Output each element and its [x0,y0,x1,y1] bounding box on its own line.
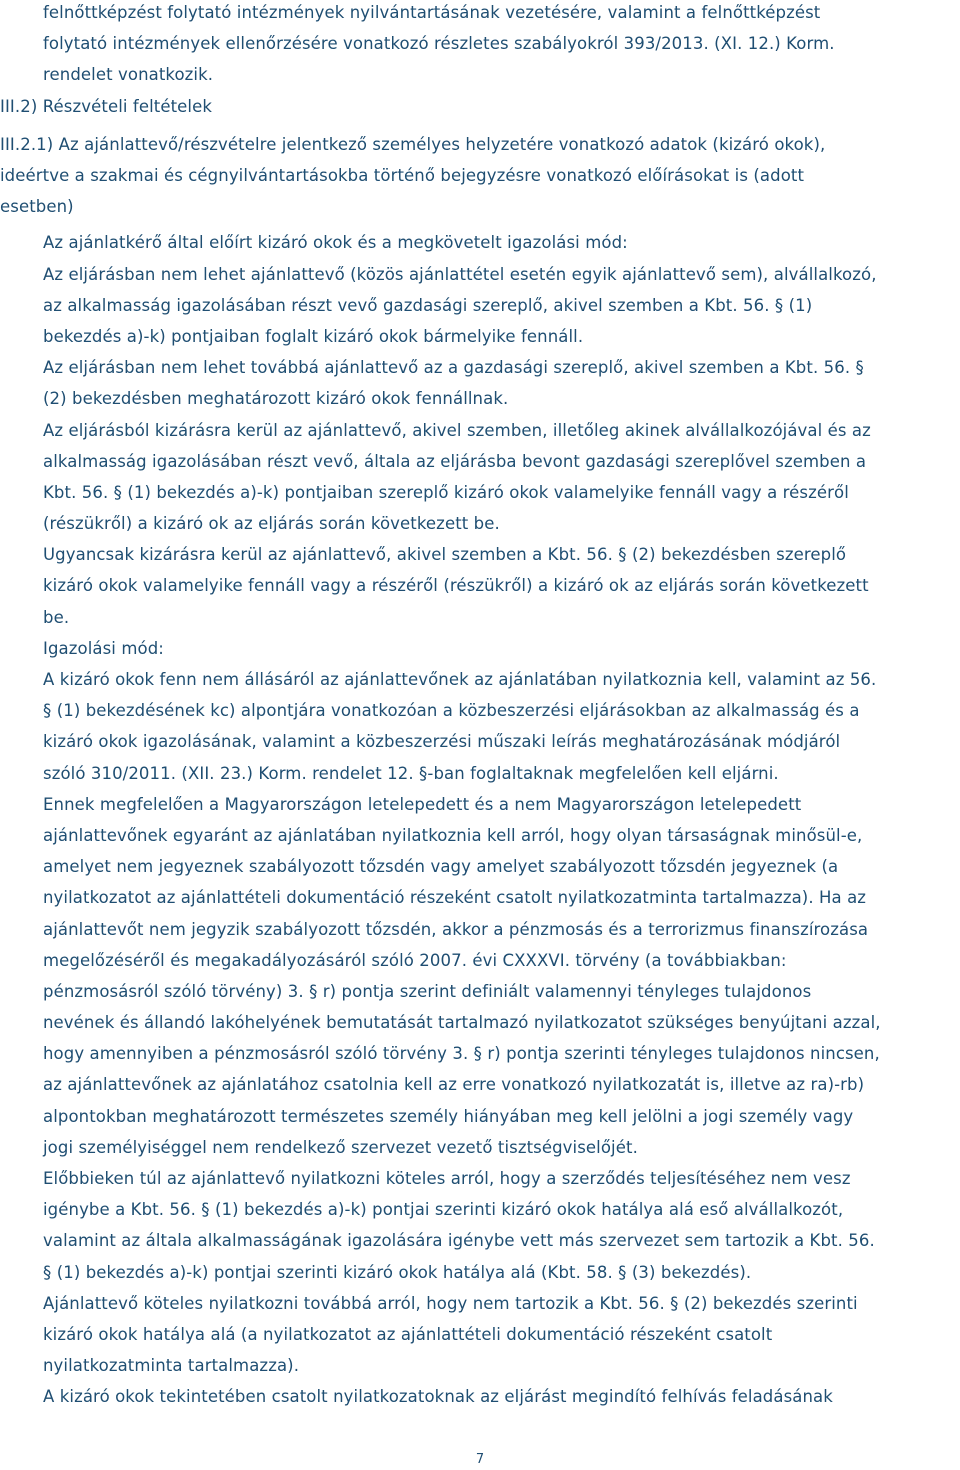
body-line: Az eljárásban nem lehet továbbá ajánlattevő az a gazdasági szereplő, akivel szemben a Kbt. 56. § [43,358,864,378]
body-line: kizáró okok igazolásának, valamint a közbeszerzési műszaki leírás meghatározásának módjáról [43,732,841,752]
section-heading-block [0,91,212,122]
body-line: bekezdés a)-k) pontjaiban foglalt kizáró okok bármelyike fennáll. [43,326,584,346]
body-line: jogi személyiséggel nem rendelkező szervezet vezető tisztségviselőjét. [43,1137,638,1157]
body-line: (részükről) a kizáró ok az eljárás során következett be. [43,514,500,534]
body-line: Igazolási mód: [43,638,164,658]
subsection-line: ideértve a szakmai és cégnyilvántartásokba történő bejegyzésre vonatkozó előírásokat is (adott [0,165,805,185]
intro-line: felnőttképzést folytató intézmények nyilvántartásának vezetésére, valamint a felnőttképzést [43,3,821,22]
subsection-heading-block [0,129,825,223]
body-line: szóló 310/2011. (XII. 23.) Korm. rendelet 12. §-ban foglaltaknak megfelelően kell eljárni. [43,763,779,783]
body-line: ajánlattevőt nem jegyzik szabályozott tőzsdén, akkor a pénzmosás és a terrorizmus finanszírozása [43,919,869,939]
body-line: nyilatkozatminta tartalmazza). [43,1356,300,1376]
body-line: Ugyancsak kizárásra kerül az ajánlattevő, akivel szemben a Kbt. 56. § (2) bekezdésben szereplő [43,545,847,565]
body-line: Előbbieken túl az ajánlattevő nyilatkozni köteles arról, hogy a szerződés teljesítéséhez nem vesz [43,1169,851,1189]
intro-line: folytató intézmények ellenőrzésére vonatkozó részletes szabályokról 393/2013. (XI. 12.) Korm. [43,34,835,54]
body-line: nevének és állandó lakóhelyének bemutatását tartalmazó nyilatkozatot szükséges benyújtani azzal, [43,1013,881,1033]
body-line: pénzmosásról szóló törvény) 3. § r) pontja szerint definiált valamennyi tényleges tulajdonos [43,981,812,1001]
body-line: Az eljárásban nem lehet ajánlattevő (közös ajánlattétel esetén egyik ajánlattevő sem), alvállalkozó, [43,264,877,284]
body-line: alpontokban meghatározott természetes személy hiányában meg kell jelölni a jogi személy vagy [43,1106,854,1126]
body-text [43,227,881,1412]
section-heading: III.2) Részvételi feltételek [0,96,212,116]
body-line: Ennek megfelelően a Magyarországon letelepedett és a nem Magyarországon letelepedett [43,794,802,814]
body-line: nyilatkozatot az ajánlattételi dokumentáció részeként csatolt nyilatkozatminta tartalmazza). Ha az [43,888,867,908]
intro-line: rendelet vonatkozik. [43,65,214,85]
page-number: 7 [475,1452,485,1467]
body-line: ajánlattevőnek egyaránt az ajánlatában nyilatkoznia kell arról, hogy olyan társaságnak minősül-e, [43,825,863,845]
body-line: alkalmasság igazolásában részt vevő, általa az eljárásba bevont gazdasági szereplővel szemben a [43,451,867,471]
body-line: valamint az általa alkalmasságának igazolására igénybe vett más szervezet sem tartozik a Kbt. 56. [43,1231,875,1251]
body-line: A kizáró okok fenn nem állásáról az ajánlattevőnek az ajánlatában nyilatkoznia kell, valamint az 56. [43,670,877,690]
intro-paragraph [43,0,835,91]
body-line: § (1) bekezdésének kc) alpontjára vonatkozóan a közbeszerzési eljárásokban az alkalmasság és a [43,701,860,721]
body-line: Az eljárásból kizárásra kerül az ajánlattevő, akivel szemben, illetőleg akinek alvállalkozójával és az [43,420,871,440]
body-line: (2) bekezdésben meghatározott kizáró okok fennállnak. [43,389,509,409]
body-line: megelőzéséről és megakadályozásáról szóló 2007. évi CXXXVI. törvény (a továbbiakban: [43,950,787,970]
body-line: A kizáró okok tekintetében csatolt nyilatkozatoknak az eljárást megindító felhívás feladásának [43,1387,833,1407]
body-line: Ajánlattevő köteles nyilatkozni továbbá arról, hogy nem tartozik a Kbt. 56. § (2) bekezdés szerinti [43,1293,858,1313]
body-line: az alkalmasság igazolásában részt vevő gazdasági szereplő, akivel szemben a Kbt. 56. § (1) [43,295,813,315]
body-line: hogy amennyiben a pénzmosásról szóló törvény 3. § r) pontja szerinti tényleges tulajdonos nincsen, [43,1044,880,1064]
body-line: be. [43,607,70,627]
body-line: igénybe a Kbt. 56. § (1) bekezdés a)-k) pontjai szerinti kizáró okok hatálya alá eső alvállalkozót, [43,1200,844,1220]
body-line: amelyet nem jegyeznek szabályozott tőzsdén vagy amelyet szabályozott tőzsdén jegyeznek (a [43,857,839,877]
body-line: § (1) bekezdés a)-k) pontjai szerinti kizáró okok hatálya alá (Kbt. 58. § (3) bekezdés). [43,1262,752,1282]
body-line: kizáró okok valamelyike fennáll vagy a részéről (részükről) a kizáró ok az eljárás során következett [43,576,869,596]
subsection-line: esetben) [0,197,74,217]
body-line: Az ajánlatkérő által előírt kizáró okok és a megkövetelt igazolási mód: [43,233,628,253]
body-line: az ajánlattevőnek az ajánlatához csatolnia kell az erre vonatkozó nyilatkozatát is, illetve az ra)-rb) [43,1075,865,1095]
body-line: kizáró okok hatálya alá (a nyilatkozatot az ajánlattételi dokumentáció részeként csatolt [43,1324,773,1344]
body-line: Kbt. 56. § (1) bekezdés a)-k) pontjaiban szereplő kizáró okok valamelyike fennáll vagy a részéről [43,482,849,502]
subsection-line: III.2.1) Az ajánlattevő/részvételre jelentkező személyes helyzetére vonatkozó adatok (kizáró okok), [0,134,826,154]
